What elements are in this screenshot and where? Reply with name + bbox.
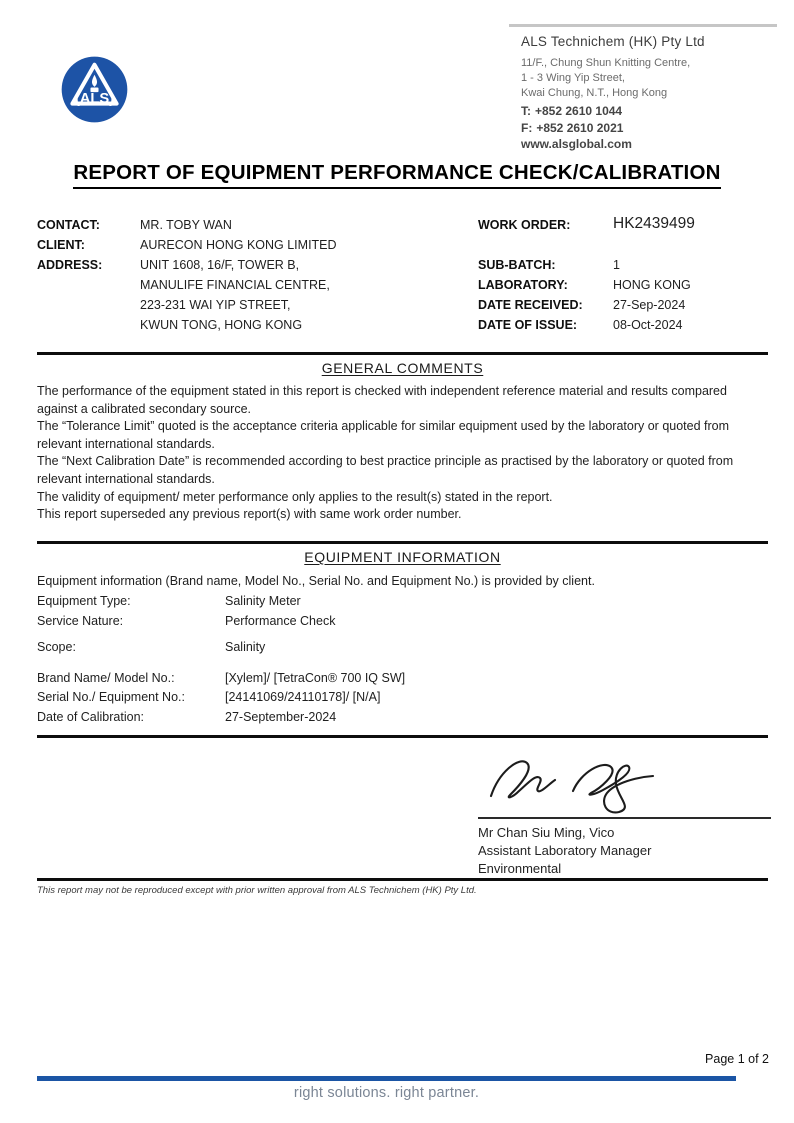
equipment-row (37, 708, 768, 728)
footer-tagline: right solutions. right partner. (293, 1085, 480, 1101)
signature-block (478, 746, 771, 878)
client-value: AURECON HONG KONG LIMITED (140, 238, 337, 252)
equipment-row (37, 612, 768, 632)
address-row (37, 275, 337, 295)
als-logo-icon (61, 56, 128, 123)
comment-paragraph: The performance of the equipment stated in this report is checked with independent reference material and results compared against a calibrated secondary source. (37, 384, 727, 416)
report-title: REPORT OF EQUIPMENT PERFORMANCE CHECK/CALIBRATION (0, 161, 794, 189)
equipment-row (37, 592, 768, 612)
company-name: ALS Technichem (HK) Pty Ltd (521, 34, 705, 49)
als-logo-text: (ALS) (74, 90, 115, 107)
sub-batch-label: SUB-BATCH: (478, 258, 556, 272)
equipment-row-label: Serial No./ Equipment No.: (37, 690, 185, 704)
signatory-department: Environmental (478, 861, 562, 876)
section-divider (37, 541, 768, 544)
work-order-label: WORK ORDER: (478, 218, 571, 232)
comment-paragraph: The validity of equipment/ meter performance only applies to the result(s) stated in the report. (37, 489, 553, 504)
address-line: 223-231 WAI YIP STREET, (140, 298, 291, 312)
company-phone: T: +852 2610 1044 (521, 104, 623, 118)
company-address-line: 11/F., Chung Shun Knitting Centre, (521, 57, 691, 69)
equipment-row-value: [Xylem]/ [TetraCon® 700 IQ SW] (225, 670, 406, 685)
sub-batch-row (478, 255, 695, 275)
signature-image (478, 746, 688, 816)
equipment-information-body (37, 572, 768, 727)
equipment-row-value: 27-September-2024 (225, 709, 337, 724)
company-contact (521, 103, 777, 153)
equipment-row-value: Performance Check (225, 613, 336, 628)
date-received-row (478, 295, 695, 315)
equipment-row (37, 669, 768, 689)
contact-row (37, 215, 337, 235)
laboratory-value: HONG KONG (613, 278, 691, 292)
laboratory-label: LABORATORY: (478, 278, 568, 292)
company-address-line: 1 - 3 Wing Yip Street, (521, 72, 625, 84)
company-header (509, 24, 777, 153)
equipment-intro: Equipment information (Brand name, Model No., Serial No. and Equipment No.) is provided by client. (37, 574, 595, 588)
work-order-value: HK2439499 (613, 215, 695, 232)
date-of-issue-label: DATE OF ISSUE: (478, 318, 578, 332)
client-label: CLIENT: (37, 238, 85, 252)
comment-paragraph: The “Next Calibration Date” is recommended according to best practice principle as practised by the laboratory or quoted from relevant international standards. (37, 454, 734, 486)
company-fax: F: +852 2610 2021 (521, 120, 624, 135)
equipment-row-label: Date of Calibration: (37, 709, 145, 724)
signatory-title: Assistant Laboratory Manager (478, 843, 652, 858)
equipment-information-heading: EQUIPMENT INFORMATION (304, 549, 501, 565)
signature-line (478, 817, 771, 819)
work-order-row (478, 215, 695, 235)
general-comments-heading: GENERAL COMMENTS (321, 360, 484, 376)
address-line: KWUN TONG, HONG KONG (140, 318, 303, 332)
general-comments-section (37, 352, 768, 524)
equipment-row-value: Salinity (225, 640, 266, 654)
equipment-row (37, 688, 768, 708)
section-divider (37, 735, 768, 738)
equipment-row-label: Equipment Type: (37, 594, 131, 608)
address-row (37, 255, 337, 275)
comment-paragraph: The “Tolerance Limit” quoted is the acceptance criteria applicable for similar equipment used by the laboratory or quoted from relevant international standards. (37, 419, 730, 451)
equipment-row-label: Brand Name/ Model No.: (37, 670, 175, 685)
company-address (521, 56, 777, 101)
address-line: UNIT 1608, 16/F, TOWER B, (140, 258, 300, 272)
signatory-details (478, 824, 771, 878)
general-comments-body (37, 383, 768, 524)
footer-brand-bar (37, 1076, 736, 1081)
equipment-row-value: [24141069/24110178]/ [N/A] (225, 690, 381, 704)
section-divider (37, 352, 768, 355)
company-website: www.alsglobal.com (521, 137, 632, 151)
contact-value: MR. TOBY WAN (140, 218, 232, 232)
address-label: ADDRESS: (37, 258, 103, 272)
report-disclaimer: This report may not be reproduced except with prior written approval from ALS Technichem (HK) Pty Ltd. (37, 885, 477, 896)
equipment-row (37, 638, 768, 658)
order-info-block (478, 215, 695, 335)
comment-paragraph: This report superseded any previous report(s) with same work order number. (37, 507, 462, 522)
client-row (37, 235, 337, 255)
section-divider (37, 878, 768, 881)
signatory-name: Mr Chan Siu Ming, Vico (478, 825, 615, 840)
date-received-label: DATE RECEIVED: (478, 298, 583, 312)
address-line: MANULIFE FINANCIAL CENTRE, (140, 278, 330, 292)
page-number: Page 1 of 2 (705, 1052, 769, 1066)
equipment-row-label: Service Nature: (37, 613, 124, 628)
equipment-row-value: Salinity Meter (225, 594, 301, 608)
client-info-block (37, 215, 337, 335)
address-row (37, 315, 337, 335)
address-row (37, 295, 337, 315)
date-received-value: 27-Sep-2024 (613, 298, 686, 312)
laboratory-row (478, 275, 695, 295)
equipment-information-section (37, 541, 768, 727)
sub-batch-value: 1 (613, 258, 620, 272)
contact-label: CONTACT: (37, 218, 100, 232)
date-of-issue-row (478, 315, 695, 335)
company-address-line: Kwai Chung, N.T., Hong Kong (521, 87, 668, 99)
date-of-issue-value: 08-Oct-2024 (613, 318, 683, 332)
equipment-row-label: Scope: (37, 640, 76, 654)
